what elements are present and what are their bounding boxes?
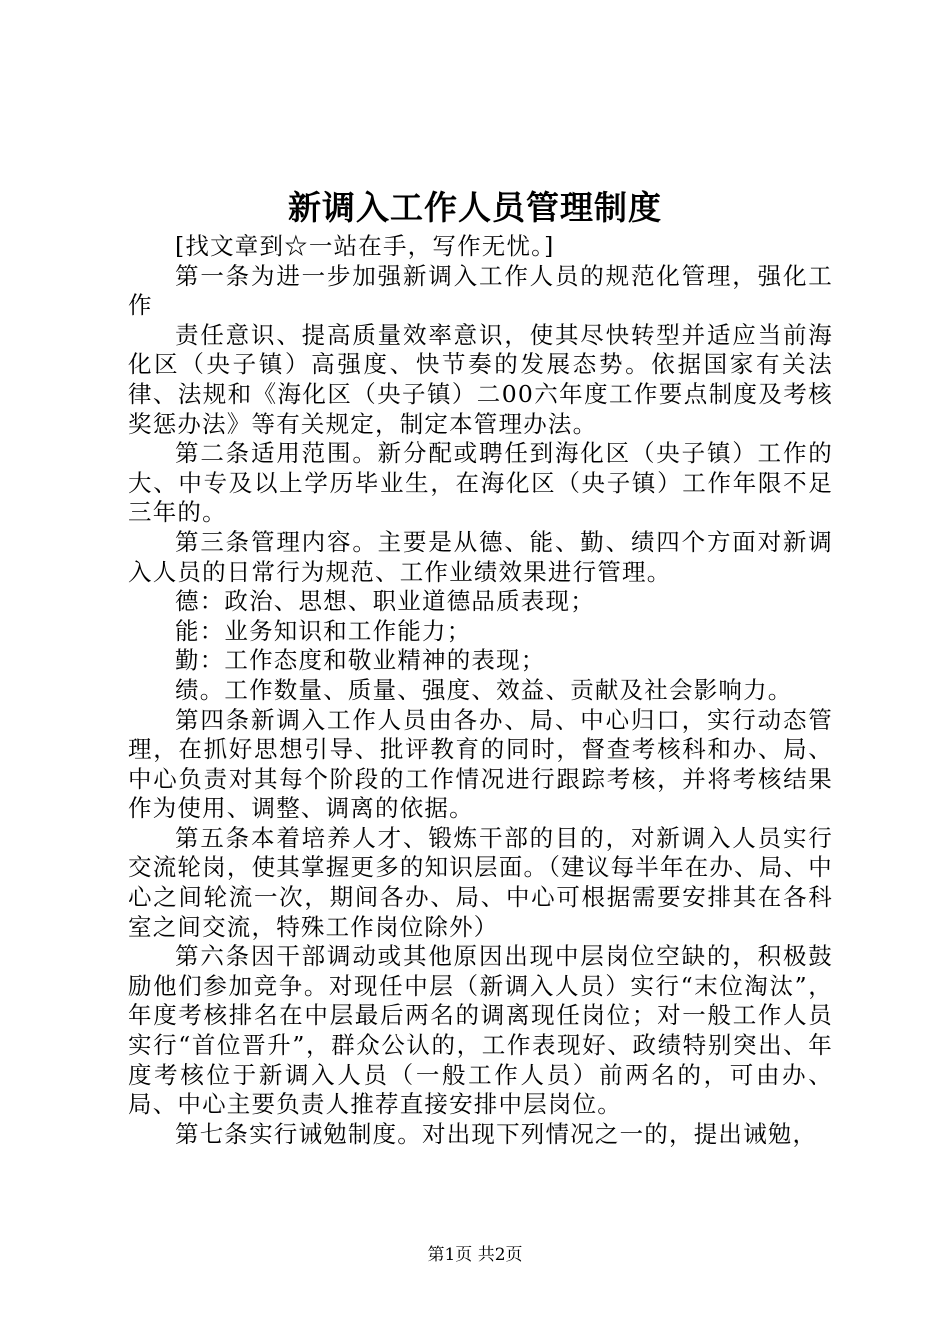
page-number-footer: 第1页 共2页	[427, 1245, 523, 1265]
paragraph-article-4: 第四条新调入工作人员由各办、局、中心归口，实行动态管理，在抓好思想引导、批评教育的同时，督查考核科和办、局、中心负责对其每个阶段的工作情况进行跟踪考核，并将考核结果作为使用、调整、调离的依据。	[128, 705, 833, 823]
document-title: 新调入工作人员管理制度	[288, 188, 662, 227]
paragraph-ability: 能：业务知识和工作能力；	[175, 616, 472, 645]
paragraph-article-2: 第二条适用范围。新分配或聘任到海化区（央子镇）工作的大、中专及以上学历毕业生，在海化区（央子镇）工作年限不足三年的。	[128, 439, 833, 527]
paragraph-diligence: 勤：工作态度和敬业精神的表现；	[175, 646, 546, 675]
paragraph-source-note: [找文章到☆一站在手，写作无忧。]	[175, 232, 555, 260]
paragraph-article-6: 第六条因干部调动或其他原因出现中层岗位空缺的，积极鼓励他们参加竞争。对现任中层（新调入人员）实行“末位淘汰”，年度考核排名在中层最后两名的调离现任岗位；对一般工作人员实行“首位晋升”，群众公认的，工作表现好、政绩特别突出、年度考核位于新调入人员（一般工作人员）前两名的，可由办、局、中心主要负责人推荐直接安排中层岗位。	[128, 942, 833, 1119]
paragraph-article-1-intro: 第一条为进一步加强新调入工作人员的规范化管理，强化工作	[128, 261, 833, 320]
paragraph-article-1-body: 责任意识、提高质量效率意识，使其尽快转型并适应当前海化区（央子镇）高强度、快节奏的发展态势。依据国家有关法律、法规和《海化区（央子镇）二00六年度工作要点制度及考核奖惩办法》等有关规定，制定本管理办法。	[128, 320, 833, 438]
paragraph-performance: 绩。工作数量、质量、强度、效益、贡献及社会影响力。	[175, 675, 793, 704]
paragraph-article-3: 第三条管理内容。主要是从德、能、勤、绩四个方面对新调入人员的日常行为规范、工作业绩效果进行管理。	[128, 527, 833, 586]
paragraph-article-7: 第七条实行诫勉制度。对出现下列情况之一的，提出诫勉，	[175, 1119, 818, 1148]
paragraph-virtue: 德：政治、思想、职业道德品质表现；	[175, 587, 595, 616]
document-body	[128, 232, 833, 1149]
paragraph-article-5: 第五条本着培养人才、锻炼干部的目的，对新调入人员实行交流轮岗，使其掌握更多的知识层面。（建议每半年在办、局、中心之间轮流一次，期间各办、局、中心可根据需要安排其在各科室之间交流，特殊工作岗位除外）	[128, 823, 833, 941]
